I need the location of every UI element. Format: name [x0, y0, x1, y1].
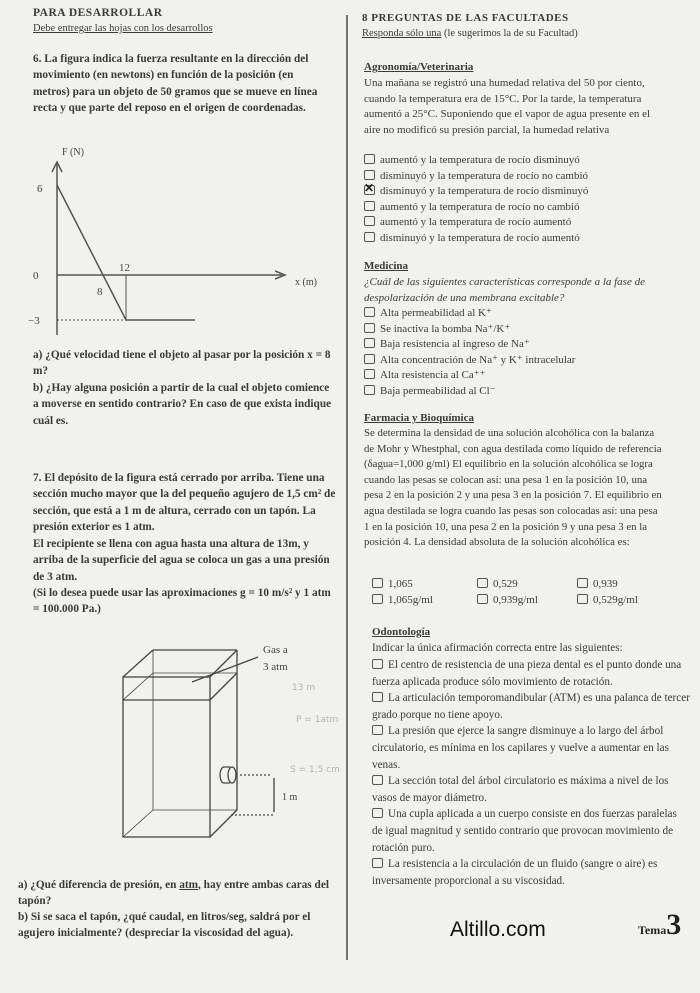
checkbox-icon[interactable]	[477, 594, 488, 604]
option-label: La articulación temporomandibular (ATM) es una palanca de tercer grado porque no tiene apoyo.	[372, 692, 690, 721]
checkbox-icon[interactable]	[364, 369, 375, 379]
agro-text: Una mañana se registró una humedad relativa del 50 por ciento, cuando la temperatura era de 15°C. Por la tarde, la temperatura aumentó a 25°C. Suponiendo que el vapor de agua presente en el aire no modificó su presión parcial, la humedad relativa	[364, 77, 651, 136]
odon-options	[372, 657, 690, 889]
column-divider	[346, 15, 348, 960]
option-label: Se inactiva la bomba Na⁺/K⁺	[380, 322, 511, 335]
option-label: 0,529	[493, 578, 518, 590]
gas-pointer	[192, 657, 258, 682]
option-label: 0,939	[593, 578, 618, 590]
force-position-graph	[0, 140, 345, 340]
answer-option[interactable]	[372, 690, 690, 723]
answer-option[interactable]	[577, 577, 677, 593]
answer-option[interactable]	[364, 215, 588, 231]
faculty-subtitle: Responda sólo una (le sugerimos la de su Facultad)	[362, 28, 578, 39]
option-label: La resistencia a la circulación de un fluido (sangre o aire) es inversamente proporcional a su viscosidad.	[372, 858, 658, 887]
option-label: Alta permeabilidad al K⁺	[380, 307, 492, 319]
option-label: La presión que ejerce la sangre disminuye a lo largo del árbol circulatorio, es mínima en los capilares y vuelve a aumentar en las venas.	[372, 725, 669, 771]
answer-option[interactable]	[577, 593, 677, 609]
option-label: disminuyó y la temperatura de rocío disminuyó	[380, 185, 589, 198]
option-label: Alta resistencia al Ca⁺⁺	[380, 369, 486, 382]
q7-paragraph-2: El recipiente se llena con agua hasta una altura de 13m, y arriba de la superficie del agua se coloca un gas a una presión de 3 atm.	[33, 538, 330, 583]
checkbox-icon[interactable]	[372, 578, 383, 588]
gas-label-2: 3 atm	[263, 661, 288, 673]
answer-option[interactable]	[477, 593, 577, 609]
q7-paragraph-1: 7. El depósito de la figura está cerrado por arriba. Tiene una sección mucho mayor que la del pequeño agujero de 1,5 cm² de sección, que está a 1 m de altura, cerrado con un tapón. La presión exterior es 1 atm.	[33, 472, 336, 534]
option-label: 1,065g/ml	[388, 593, 433, 606]
checkbox-icon[interactable]	[364, 323, 375, 333]
gas-label-1: Gas a	[263, 644, 288, 656]
answer-option[interactable]	[364, 322, 575, 338]
checkbox-icon[interactable]	[372, 692, 383, 702]
option-label: Baja resistencia al ingreso de Na⁺	[380, 338, 530, 351]
checkbox-icon[interactable]	[577, 578, 588, 588]
tick-minus-3: −3	[28, 315, 40, 327]
agro-options	[364, 153, 588, 247]
farm-options	[372, 577, 677, 608]
option-label: disminuyó y la temperatura de rocío aumentó	[380, 231, 580, 244]
answer-option[interactable]	[364, 153, 588, 169]
answer-option[interactable]	[364, 184, 588, 200]
answer-option[interactable]	[372, 856, 690, 889]
tick-8: 8	[97, 286, 103, 298]
odon-text: Indicar la única afirmación correcta entre las siguientes:	[372, 642, 623, 654]
q6-part-a: a) ¿Qué velocidad tiene el objeto al pasar por la posición x = 8 m?	[33, 349, 331, 378]
q7-part-b: b) Si se saca el tapón, ¿qué caudal, en litros/seg, saldrá por el agujero inicialmente? (despreciar la viscosidad del agua).	[18, 911, 311, 940]
section-subtitle: Debe entregar las hojas con los desarrollos	[33, 23, 213, 34]
checkbox-icon[interactable]	[372, 775, 383, 785]
tick-6: 6	[37, 183, 43, 195]
handwritten-note: 13 m	[292, 683, 316, 693]
option-label: disminuyó y la temperatura de rocío no cambió	[380, 169, 589, 182]
odon-heading: Odontología	[372, 626, 431, 638]
q7-paragraph-3: (Si lo desea puede usar las aproximaciones g = 10 m/s² y 1 atm = 100.000 Pa.)	[33, 587, 331, 616]
checkbox-icon[interactable]	[372, 858, 383, 868]
option-label: aumentó y la temperatura de rocío aumentó	[380, 216, 572, 229]
checkbox-icon[interactable]	[364, 232, 375, 242]
answer-option[interactable]	[372, 806, 690, 856]
checkbox-icon[interactable]	[372, 725, 383, 735]
q7-part-a: a) ¿Qué diferencia de presión, en atm, hay entre ambas caras del tapón?	[18, 879, 329, 908]
checkbox-icon[interactable]	[364, 338, 375, 348]
farm-text: Se determina la densidad de una solución alcohólica con la balanza de Mohr y Whestphal, con agua destilada como líquido de referencia (δagua=1,000 g/ml) El equilibrio en la solución alcohólica se logra cuando las pesas se colocan así: una pesa 1 en la posición 10, una pesa 2 en la posición 2 y una pesa 3 en la posición 7. El equilibrio en agua destilada se logra cuando las pesas son colocadas así: una pesa 1 en la posición 10, una pesa 2 en la posición 9 y una pesa 3 en la posición 4. La densidad absoluta de la solución alcohólica es:	[364, 427, 662, 549]
answer-option[interactable]	[364, 384, 575, 400]
answer-option[interactable]	[364, 200, 588, 216]
option-label: Una cupla aplicada a un cuerpo consiste en dos fuerzas paralelas de igual magnitud y sentido contrario que provocan movimiento de rotación puro.	[372, 808, 677, 854]
handwritten-note: P = 1atm	[296, 715, 339, 725]
option-label: Alta concentración de Na⁺ y K⁺ intracelular	[380, 353, 576, 366]
watermark: Altillo.com	[450, 918, 546, 941]
y-axis-label: F (N)	[62, 147, 84, 158]
faculty-title: 8 PREGUNTAS DE LAS FACULTADES	[362, 12, 569, 24]
checkbox-icon[interactable]	[364, 216, 375, 226]
tank-diagram	[100, 630, 345, 860]
checkbox-icon[interactable]	[364, 307, 375, 317]
answer-option[interactable]	[372, 723, 690, 773]
checkbox-icon[interactable]	[372, 594, 383, 604]
x-axis-label: x (m)	[295, 277, 317, 288]
tick-12: 12	[119, 262, 130, 274]
q6-part-b: b) ¿Hay alguna posición a partir de la cual el objeto comience a moverse en sentido contrario? En caso de que exista indique cuál es.	[33, 382, 332, 427]
answer-option[interactable]	[364, 231, 588, 247]
handwritten-note: S = 1,5 cm	[290, 765, 340, 775]
checkbox-icon[interactable]	[364, 385, 375, 395]
agro-heading: Agronomía/Veterinaria	[364, 61, 474, 73]
tema-label: Tema3	[638, 908, 682, 941]
tank-front	[123, 677, 210, 837]
med-heading: Medicina	[364, 260, 408, 272]
option-label: El centro de resistencia de una pieza dental es el punto donde una fuerza aplicada produce sólo movimiento de rotación.	[372, 659, 682, 688]
checkbox-icon[interactable]	[372, 808, 383, 818]
option-label: aumentó y la temperatura de rocío no cambió	[380, 200, 580, 213]
checkbox-icon[interactable]	[364, 201, 375, 211]
checked-checkbox-icon[interactable]	[364, 185, 375, 195]
farm-heading: Farmacia y Bioquímica	[364, 412, 474, 424]
option-label: 0,529g/ml	[593, 593, 638, 606]
option-label: La sección total del árbol circulatorio es máxima a nivel de los vasos de mayor diámetro.	[372, 775, 669, 804]
answer-option[interactable]	[364, 353, 575, 369]
answer-option[interactable]	[372, 657, 690, 690]
option-label: aumentó y la temperatura de rocío disminuyó	[380, 154, 580, 166]
height-label: 1 m	[282, 792, 298, 803]
section-title: PARA DESARROLLAR	[33, 7, 163, 19]
answer-option[interactable]	[364, 306, 575, 322]
med-options	[364, 306, 575, 400]
answer-option[interactable]	[477, 577, 577, 593]
checkbox-icon[interactable]	[372, 659, 383, 669]
answer-option[interactable]	[372, 773, 690, 806]
answer-option[interactable]	[364, 368, 575, 384]
checkbox-icon[interactable]	[364, 354, 375, 364]
option-label: 0,939g/ml	[493, 593, 538, 606]
checkbox-icon[interactable]	[477, 578, 488, 588]
answer-option[interactable]	[364, 337, 575, 353]
checkbox-icon[interactable]	[364, 170, 375, 180]
answer-option[interactable]	[364, 169, 588, 185]
answer-option[interactable]	[372, 577, 477, 593]
checkbox-icon[interactable]	[364, 154, 375, 164]
option-label: Baja permeabilidad al Cl⁻	[380, 384, 496, 397]
tick-0: 0	[33, 270, 39, 282]
med-text: ¿Cuál de las siguientes características corresponde a la fase de despolarización de una membrana excitable?	[364, 276, 645, 304]
option-label: 1,065	[388, 578, 413, 590]
answer-option[interactable]	[372, 593, 477, 609]
checkbox-icon[interactable]	[577, 594, 588, 604]
q6-text: 6. La figura indica la fuerza resultante en la dirección del movimiento (en newtons) en función de la posición (en metros) para un objeto de 50 gramos que se mueve en línea recta y que parte del reposo en el origen de coordenadas.	[33, 53, 318, 115]
